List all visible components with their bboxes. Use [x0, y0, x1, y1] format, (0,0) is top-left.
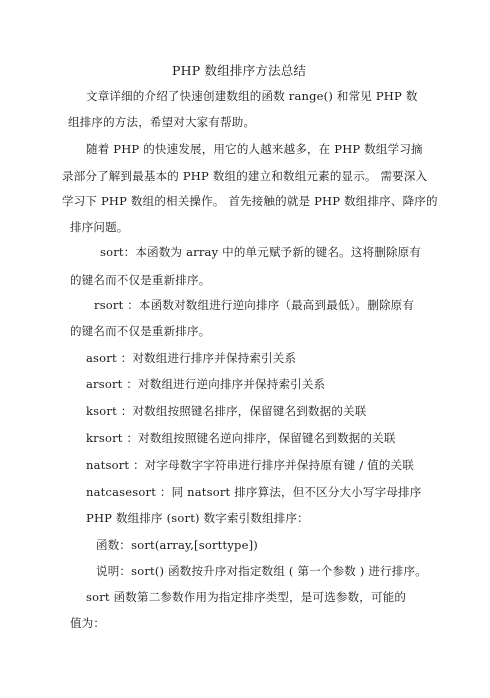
para2-line-1: 随着 PHP 的快速发展，用它的人越来越多，在 PHP 数组学习摘 [86, 142, 423, 156]
para2-line-2: 录部分了解到最基本的 PHP 数组的建立和数组元素的显示。 需要深入 [62, 169, 428, 183]
para2-line-3: 学习下 PHP 数组的相关操作。 首先接触的就是 PHP 数组排序、降序的 [62, 194, 438, 208]
intro-line-1: 文章详细的介绍了快速创建数组的函数 range() 和常见 PHP 数 [86, 89, 418, 103]
function-arsort: arsort ：对数组进行逆向排序并保持索引关系 [86, 377, 326, 391]
syntax-line: 函数：sort(array,[sorttype]) [96, 538, 258, 552]
section-heading: PHP 数组排序 (sort) 数字索引数组排序： [86, 511, 309, 525]
param-note-line-2: 值为： [70, 616, 106, 630]
function-natcasesort: natcasesort ：同 natsort 排序算法，但不区分大小写字母排序 [86, 485, 422, 499]
document-title: PHP 数组排序方法总结 [172, 63, 307, 78]
rsort-desc-line-1: rsort ：本函数对数组进行逆向排序（最高到最低）。删除原有 [94, 298, 415, 312]
function-krsort: krsort ：对数组按照键名逆向排序，保留键名到数据的关联 [86, 431, 396, 445]
param-note-line-1: sort 函数第二参数作用为指定排序类型，是可选参数，可能的 [86, 590, 407, 604]
sort-desc-line-2: 的键名而不仅是重新排序。 [70, 273, 211, 287]
para2-line-4: 排序问题。 [70, 220, 129, 234]
rsort-desc-line-2: 的键名而不仅是重新排序。 [70, 324, 211, 338]
function-ksort: ksort ：对数组按照键名排序，保留键名到数据的关联 [86, 404, 367, 418]
sort-desc-line-1: sort：本函数为 array 中的单元赋予新的键名。这将删除原有 [100, 245, 422, 259]
function-natsort: natsort ：对字母数字字符串进行排序并保持原有键 / 值的关联 [86, 458, 414, 472]
function-asort: asort ：对数组进行排序并保持索引关系 [86, 351, 297, 365]
explanation-line: 说明：sort() 函数按升序对指定数组 ( 第一个参数 ) 进行排序。 [96, 564, 427, 578]
intro-line-2: 组排序的方法，希望对大家有帮助。 [68, 115, 256, 129]
